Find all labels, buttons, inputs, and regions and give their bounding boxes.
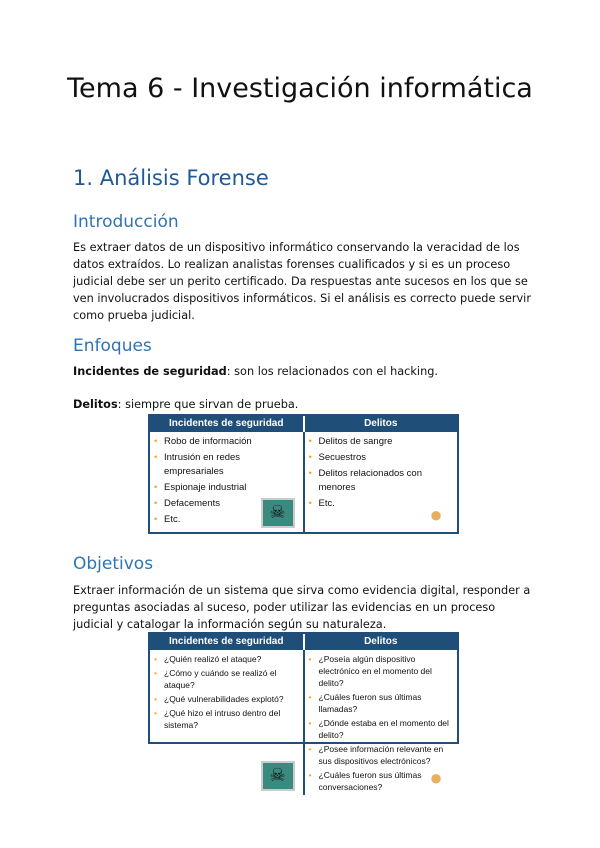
section-heading: 1. Análisis Forense	[73, 166, 269, 190]
col-header: Incidentes de seguridad	[150, 634, 305, 650]
list-item: • Robo de información	[164, 435, 299, 449]
list-item: • ¿Qué hizo el intruso dentro del sistema?	[164, 707, 299, 731]
list-item: • ¿Dónde estaba en el momento del delito?	[319, 717, 454, 741]
list-item: • Etc.	[164, 513, 299, 527]
list-item: • ¿Cuáles fueron sus últimas llamadas?	[319, 691, 454, 715]
list-item: • Intrusión en redes empresariales	[164, 451, 299, 479]
list-item: • Etc.	[319, 497, 454, 511]
list-item: • Delitos de sangre	[319, 435, 454, 449]
objetivos-heading: Objetivos	[73, 554, 154, 574]
list-item: • ¿Cuáles fueron sus últimas conversaciones?	[319, 769, 454, 793]
person-icon: ●	[429, 502, 443, 527]
text: : siempre que sirvan de prueba.	[117, 398, 299, 411]
list-item: • ¿Posee información relevante en sus dispositivos electrónicos?	[319, 743, 454, 767]
intro-text: Es extraer datos de un dispositivo informático conservando la veracidad de los datos extraídos. Lo realizan analistas forenses cualificados y si es un proceso judicial debe ser un perito certificado. Da respuestas ante sucesos en los que se ven involucrados dispositivos informáticos. Si el análisis es correcto puede servir como prueba judicial.	[73, 241, 531, 322]
intro-heading: Introducción	[73, 212, 179, 232]
list-item: • Espionaje industrial	[164, 481, 299, 495]
list-item: • ¿Qué vulnerabilidades explotó?	[164, 693, 299, 705]
bold-term: Delitos	[73, 398, 118, 411]
list-item: • ¿Cómo y cuándo se realizó el ataque?	[164, 667, 299, 691]
enfoques-heading: Enfoques	[73, 336, 152, 356]
list-item: • ¿Poseía algún dispositivo electrónico en el momento del delito?	[319, 653, 454, 689]
list-item: • ¿Quién realizó el ataque?	[164, 653, 299, 665]
page-title: Tema 6 - Investigación informática	[67, 73, 533, 104]
enfoques-p2	[73, 396, 533, 413]
enfoques-p1	[73, 363, 533, 380]
col-header: Incidentes de seguridad	[150, 416, 305, 432]
objetivos-text: Extraer información de un sistema que sirva como evidencia digital, responder a preguntas asociadas al suceso, poder utilizar las evidencias en un proceso judicial y catalogar la información según su naturaleza.	[73, 584, 531, 631]
objetivos-table	[148, 632, 459, 792]
list-item: • Defacements	[164, 497, 299, 511]
list-item: • Secuestros	[319, 451, 454, 465]
person-icon: ●	[429, 765, 443, 790]
col-header: Delitos	[364, 418, 398, 429]
enfoques-table	[148, 414, 459, 534]
text: : son los relacionados con el hacking.	[226, 365, 438, 378]
list-item: • Delitos relacionados con menores	[319, 467, 454, 495]
bold-term: Incidentes de seguridad	[73, 365, 227, 378]
skull-icon: ☠	[261, 761, 295, 791]
skull-icon: ☠	[261, 498, 295, 528]
col-header: Delitos	[364, 636, 398, 647]
